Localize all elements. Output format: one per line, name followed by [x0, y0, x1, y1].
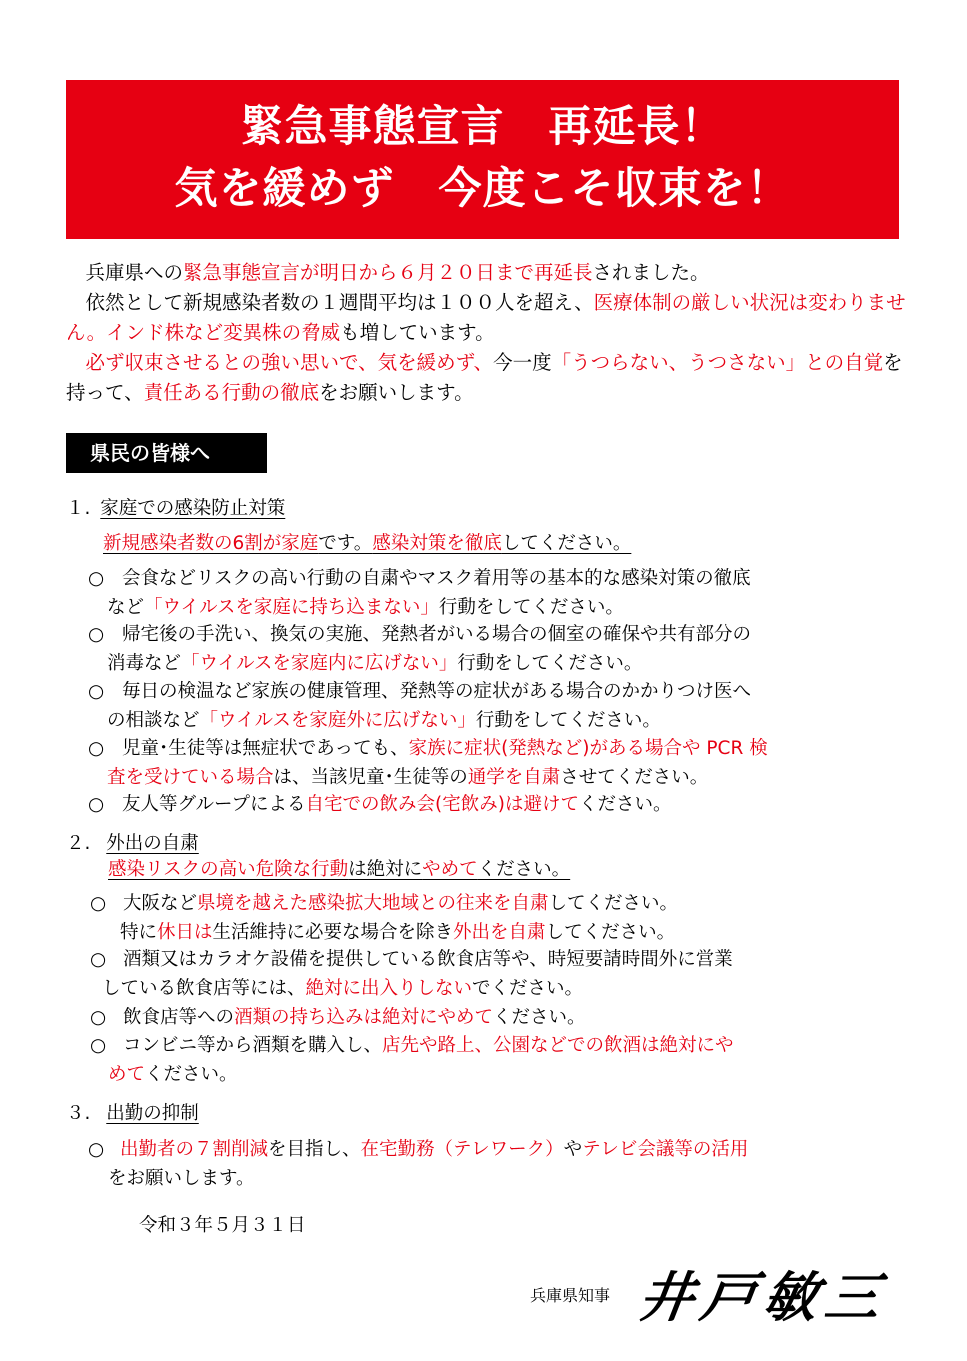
governor-title: 兵庫県知事: [530, 1286, 611, 1305]
body-text: してください。: [548, 893, 679, 914]
body-text: してください。: [501, 533, 632, 554]
section-2-title: [66, 830, 199, 858]
body-text: している飲食店等には、: [102, 977, 306, 999]
list-item-line: [108, 1165, 255, 1194]
body-text: ください。: [493, 1007, 586, 1028]
list-item-line: [107, 594, 624, 623]
body-text: も増しています。: [340, 321, 495, 344]
highlight-text: 「うつらない、うつさない」との自覚: [551, 351, 884, 374]
highlight-text: 「ウイルスを家庭に持ち込まない」: [144, 596, 439, 618]
list-item-line: [123, 890, 678, 919]
highlight-text: 絶対に出入りしない: [305, 977, 473, 999]
list-item-line: [122, 565, 751, 594]
governor-signature: 井戸敏三: [635, 1265, 893, 1329]
list-item-line: [123, 946, 733, 975]
highlight-text: 休日は: [157, 921, 213, 943]
highlight-text: めて: [108, 1063, 146, 1085]
highlight-text: 家族に症状(発熱など)がある場合や PCR 検: [408, 738, 768, 759]
body-text: 帰宅後の手洗い、換気の実施、発熱者がいる場合の個室の確保や共有部分の: [122, 624, 752, 645]
list-item-line: [122, 735, 768, 764]
section-2-subtitle: [108, 856, 570, 884]
list-item-line: [102, 975, 583, 1004]
highlight-text: 通学を自粛: [467, 766, 561, 788]
body-text: ください。: [145, 1063, 238, 1085]
highlight-text: 在宅勤務（テレワーク）: [360, 1139, 564, 1160]
intro-paragraph-1: [66, 258, 911, 288]
body-text: 依然として新規感染者数の１週間平均は１００人を超え、: [85, 291, 594, 314]
body-text: でください。: [472, 977, 584, 999]
section-3-label: 出勤の抑制: [106, 1103, 199, 1124]
body-text: を目指し、: [268, 1139, 361, 1160]
highlight-text: 外出を自粛: [453, 921, 546, 943]
body-text: 友人等グループによる: [122, 794, 306, 815]
body-text: コンビニ等から酒類を購入し、: [123, 1035, 383, 1056]
highlight-text: 感染対策を徹底: [372, 533, 502, 554]
highlight-text: 出勤者の７割削減: [120, 1139, 269, 1160]
highlight-text: やめて: [422, 859, 478, 880]
list-item-line: [107, 764, 708, 793]
body-text: など: [107, 596, 145, 618]
bullet-icon: ○: [90, 1035, 107, 1056]
body-text: 消毒など: [107, 652, 182, 674]
body-text: は絶対に: [348, 859, 423, 880]
list-item-line: [123, 1032, 734, 1061]
body-text: 特に: [120, 921, 158, 943]
body-text: 生活維持に必要な場合を除き: [212, 921, 454, 943]
highlight-text: 医療体制の厳しい状況は変わりません。インド株など変異株の脅威: [66, 291, 906, 344]
highlight-text: テレビ会議等の活用: [582, 1139, 749, 1160]
section-heading: 県民の皆様へ: [66, 433, 267, 473]
bullet-icon: ○: [90, 949, 107, 970]
body-text: 行動をしてください。: [438, 596, 624, 618]
bullet-icon: ○: [88, 568, 105, 589]
body-text: を持って、: [66, 351, 903, 404]
bullet-icon: ○: [90, 1007, 107, 1028]
headline-line-2: 気を緩めず 今度こそ収束を！: [174, 164, 791, 214]
bullet-icon: ○: [90, 893, 107, 914]
highlight-text: 店先や路上、公園などでの飲酒は絶対にや: [382, 1035, 734, 1056]
list-item-line: [107, 707, 661, 736]
body-text: ください。: [578, 794, 672, 815]
highlight-text: 新規感染者数の6割が家庭: [103, 533, 319, 554]
intro-text: [66, 258, 911, 408]
section-1-subtitle: [103, 530, 631, 558]
highlight-text: 感染リスクの高い危険な行動: [108, 859, 349, 880]
intro-paragraph-2: [66, 288, 911, 348]
body-text: や: [563, 1139, 583, 1160]
body-text: されました。: [592, 261, 710, 284]
list-item-line: [120, 1136, 748, 1165]
section-3-title: [66, 1100, 199, 1128]
body-text: 児童･生徒等は無症状であっても、: [122, 738, 409, 759]
highlight-text: 責任ある行動の徹底: [143, 381, 320, 404]
list-item-line: [122, 791, 671, 820]
intro-paragraph-3: [66, 348, 911, 408]
highlight-text: 県境を越えた感染拡大地域との往来を自粛: [197, 893, 549, 914]
body-text: 今一度: [493, 351, 552, 374]
body-text: の相談など: [107, 709, 200, 731]
section-1-number: １.: [66, 498, 91, 519]
list-item-line: [122, 678, 751, 707]
highlight-text: 緊急事態宣言が明日から６月２０日まで再延長: [183, 261, 593, 284]
headline-banner: [66, 80, 899, 239]
bullet-icon: ○: [88, 624, 105, 645]
body-text: は、当該児童･生徒等の: [273, 766, 468, 788]
bullet-icon: ○: [88, 794, 105, 815]
body-text: してください。: [545, 921, 676, 943]
section-1-title: [66, 495, 285, 523]
list-item-line: [120, 919, 675, 948]
list-item-line: [108, 1061, 238, 1090]
section-2-number: ２.: [66, 833, 91, 854]
body-text: させてください。: [560, 766, 709, 788]
highlight-text: 査を受けている場合: [107, 766, 274, 788]
bullet-icon: ○: [88, 681, 105, 702]
list-item-line: [123, 1004, 586, 1033]
body-text: をお願いします。: [319, 381, 474, 404]
headline-line-1: 緊急事態宣言 再延長！: [240, 102, 725, 152]
highlight-text: 酒類の持ち込みは絶対にやめて: [234, 1007, 494, 1028]
section-3-number: ３.: [66, 1103, 91, 1124]
bullet-icon: ○: [88, 738, 105, 759]
section-2-label: 外出の自粛: [106, 833, 199, 854]
list-item-line: [122, 621, 751, 650]
body-text: ください。: [477, 859, 571, 880]
body-text: です。: [318, 533, 373, 554]
issue-date: 令和３年５月３１日: [139, 1215, 306, 1236]
body-text: 行動をしてください。: [475, 709, 661, 731]
highlight-text: 必ず収束させるとの強い思いで、気を緩めず、: [85, 351, 494, 374]
highlight-text: 「ウイルスを家庭内に広げない」: [181, 652, 458, 674]
highlight-text: 自宅での飲み会(宅飲み)は避けて: [305, 794, 579, 815]
body-text: 会食などリスクの高い行動の自粛やマスク着用等の基本的な感染対策の徹底: [122, 568, 751, 589]
body-text: 行動をしてください。: [457, 652, 643, 674]
section-1-label: 家庭での感染防止対策: [100, 498, 286, 519]
body-text: 酒類又はカラオケ設備を提供している飲食店等や、時短要請時間外に営業: [123, 949, 733, 970]
body-text: をお願いします。: [108, 1167, 255, 1189]
body-text: 毎日の検温など家族の健康管理、発熱等の症状がある場合のかかりつけ医へ: [122, 681, 752, 702]
bullet-icon: ○: [88, 1139, 105, 1160]
highlight-text: 「ウイルスを家庭外に広げない」: [199, 709, 476, 731]
body-text: 大阪など: [123, 893, 198, 914]
body-text: 飲食店等への: [123, 1007, 235, 1028]
list-item-line: [107, 650, 642, 679]
body-text: 兵庫県への: [85, 261, 184, 284]
